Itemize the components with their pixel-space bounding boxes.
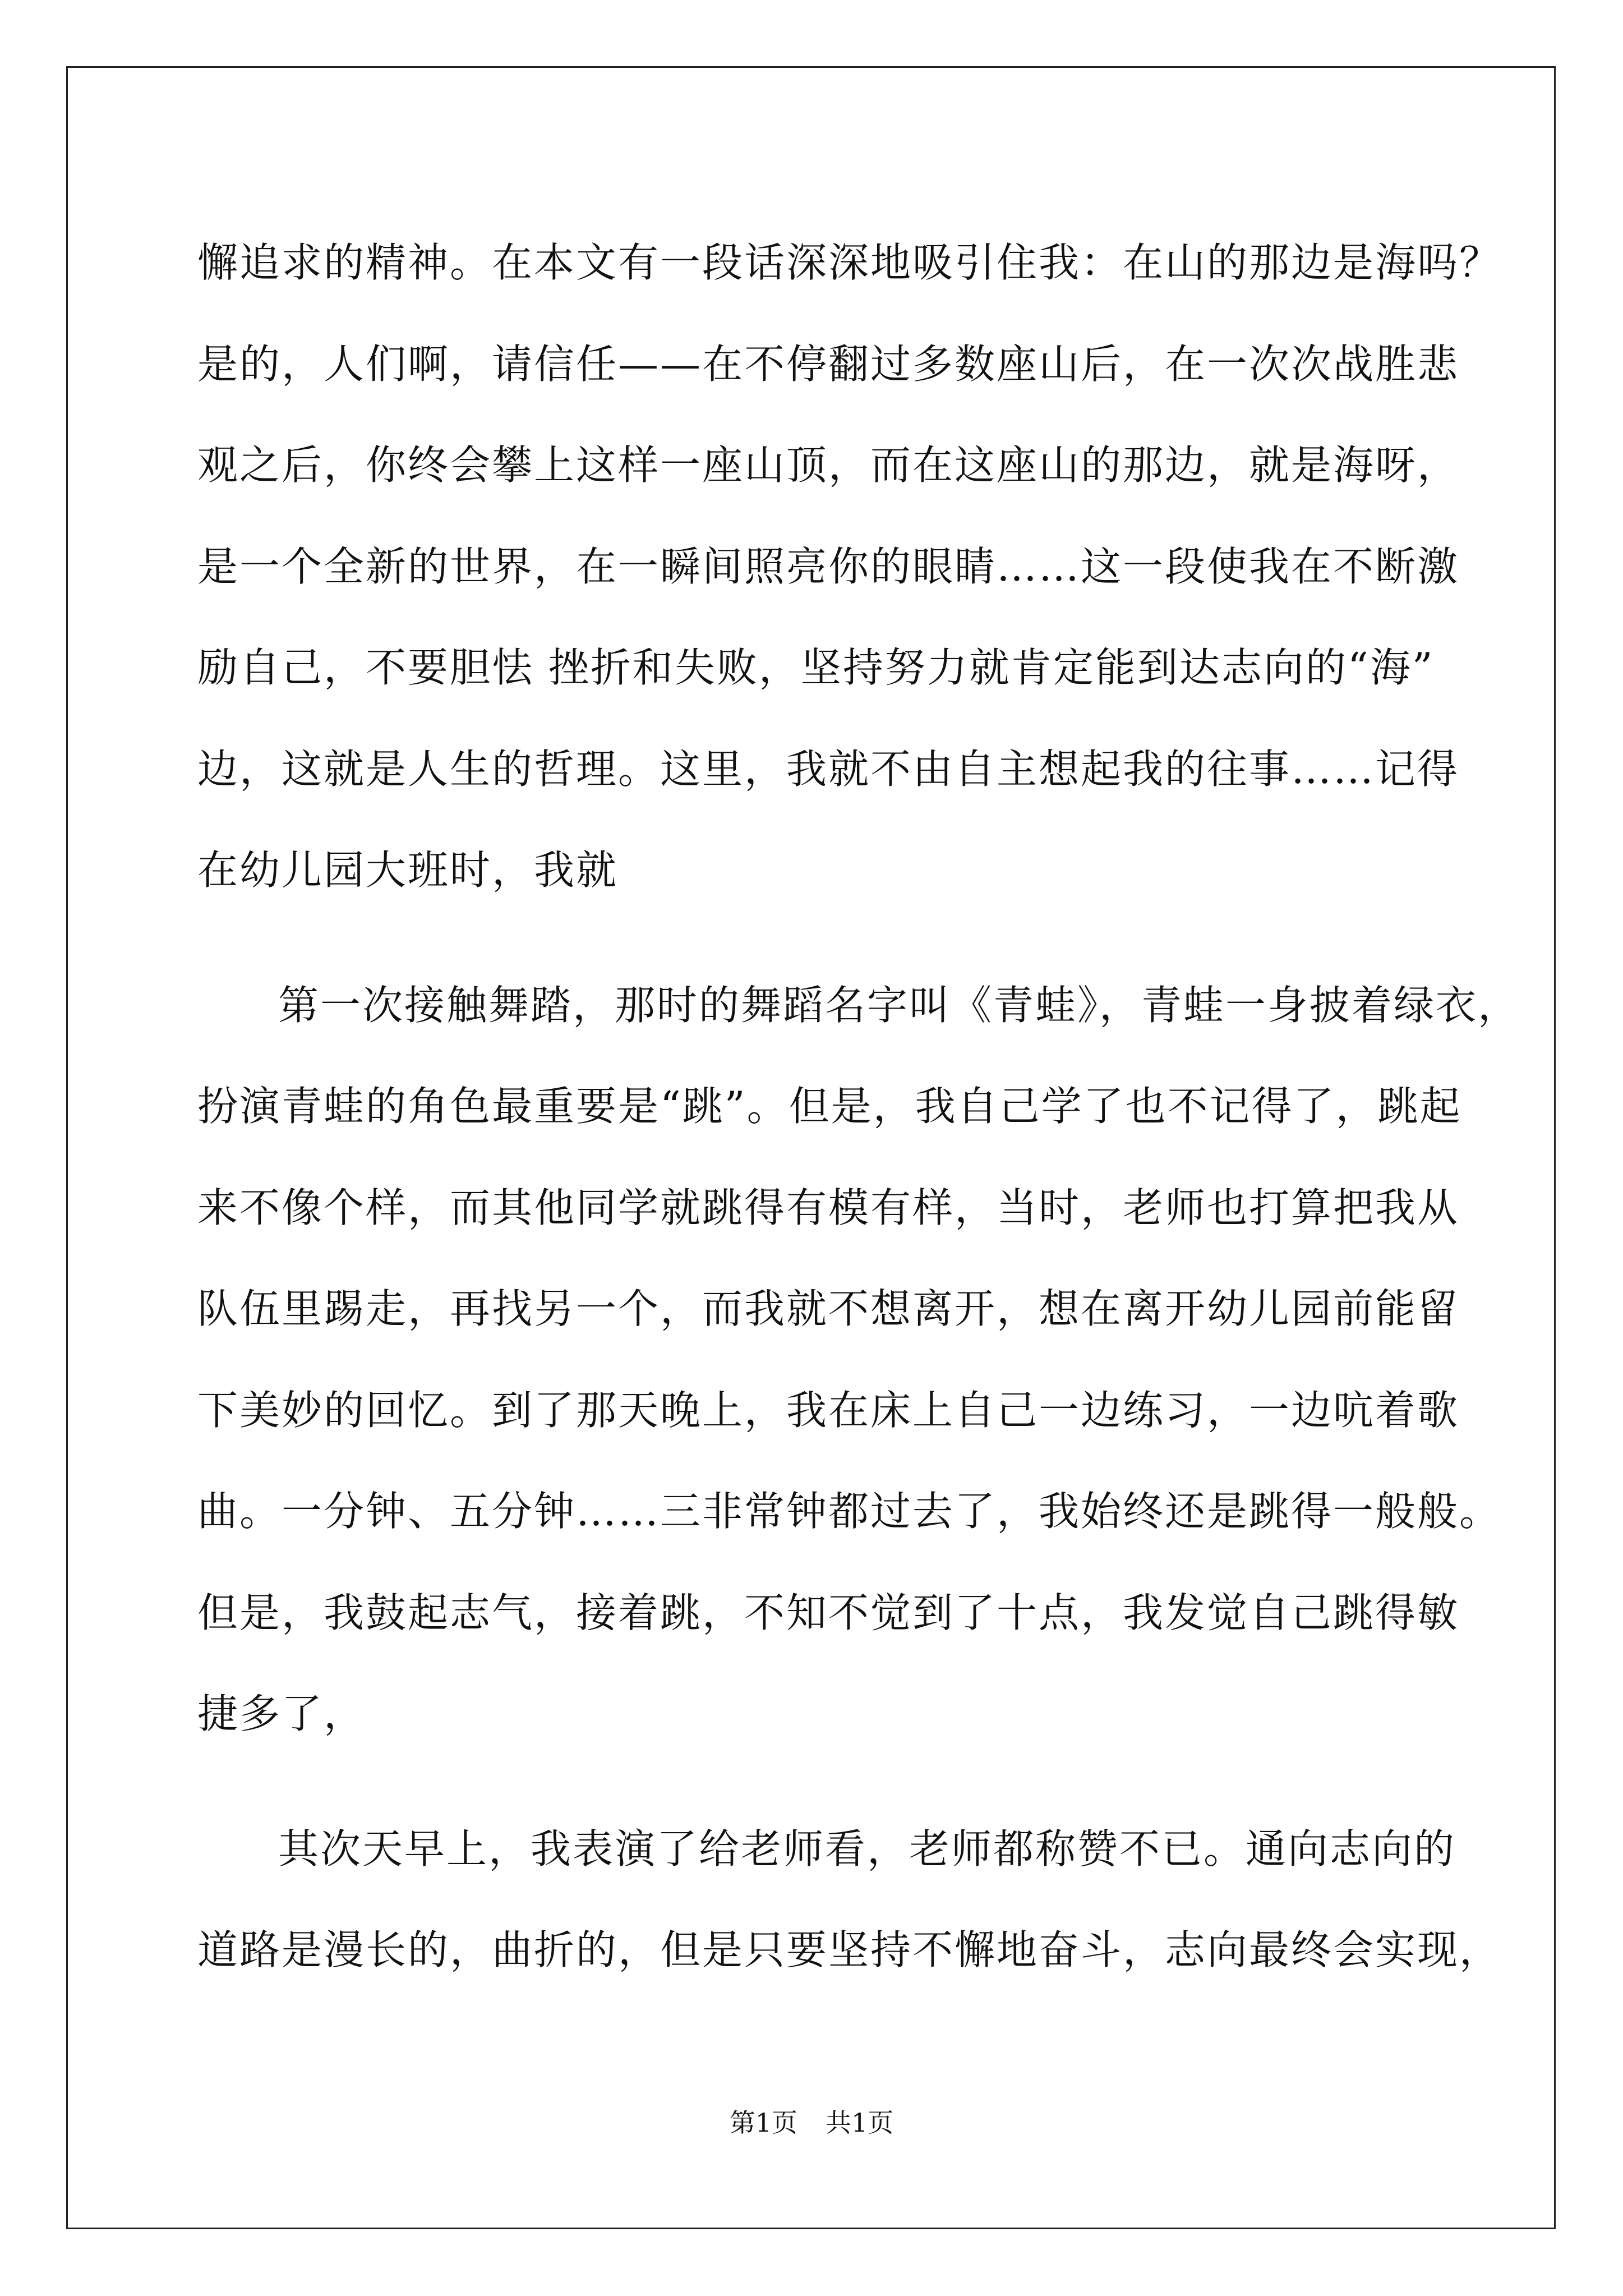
text-line: 扮演青蛙的角色最重要是“跳”。但是，我自己学了也不记得了，跳起 <box>197 1083 1462 1130</box>
page-total: 共1页 <box>826 2108 894 2138</box>
text-line: 懈追求的精神。在本文有一段话深深地吸引住我：在山的那边是海吗？ <box>197 239 1502 286</box>
text-line: 是一个全新的世界，在一瞬间照亮你的眼睛……这一段使我在不断激 <box>197 542 1460 590</box>
paragraph <box>197 955 1520 1765</box>
text-line: 边，这就是人生的哲理。这里，我就不由自主想起我的往事……记得 <box>197 745 1460 793</box>
text-line: 道路是漫长的，曲折的，但是只要坚持不懈地奋斗，志向最终会实现， <box>197 1926 1502 1973</box>
paragraph <box>197 212 1502 921</box>
text-line: 下美妙的回忆。到了那天晚上，我在床上自己一边练习，一边吭着歌 <box>197 1386 1460 1434</box>
text-line: 观之后，你终会攀上这样一座山顶，而在这座山的那边，就是海呀， <box>197 441 1460 489</box>
page-footer <box>0 2102 1623 2139</box>
text-line: 来不像个样，而其他同学就跳得有模有样，当时，老师也打算把我从 <box>197 1184 1460 1231</box>
text-line: 在幼儿园大班时，我就 <box>197 846 619 894</box>
paragraph-gap <box>197 921 1428 955</box>
paragraph-gap <box>197 1765 1428 1798</box>
document-body <box>197 212 1520 2001</box>
page-number: 第1页 <box>729 2108 797 2138</box>
text-line: 曲。一分钟、五分钟……三非常钟都过去了，我始终还是跳得一般般。 <box>197 1488 1502 1535</box>
text-line: 是的，人们啊，请信任——在不停翻过多数座山后，在一次次战胜悲 <box>197 340 1460 388</box>
text-line: 第一次接触舞踏，那时的舞蹈名字叫《青蛙》，青蛙一身披着绿衣， <box>278 981 1520 1029</box>
text-line: 励自己，不要胆怯 挫折和失败，坚持努力就肯定能到达志向的“海” <box>197 644 1435 691</box>
paragraph <box>197 1798 1502 2001</box>
text-line: 队伍里踢走，再找另一个，而我就不想离开，想在离开幼儿园前能留 <box>197 1285 1460 1332</box>
text-line: 捷多了， <box>197 1690 366 1737</box>
text-line: 但是，我鼓起志气，接着跳，不知不觉到了十点，我发觉自己跳得敏 <box>197 1589 1460 1636</box>
text-line: 其次天早上，我表演了给老师看，老师都称赞不已。通向志向的 <box>278 1825 1456 1872</box>
